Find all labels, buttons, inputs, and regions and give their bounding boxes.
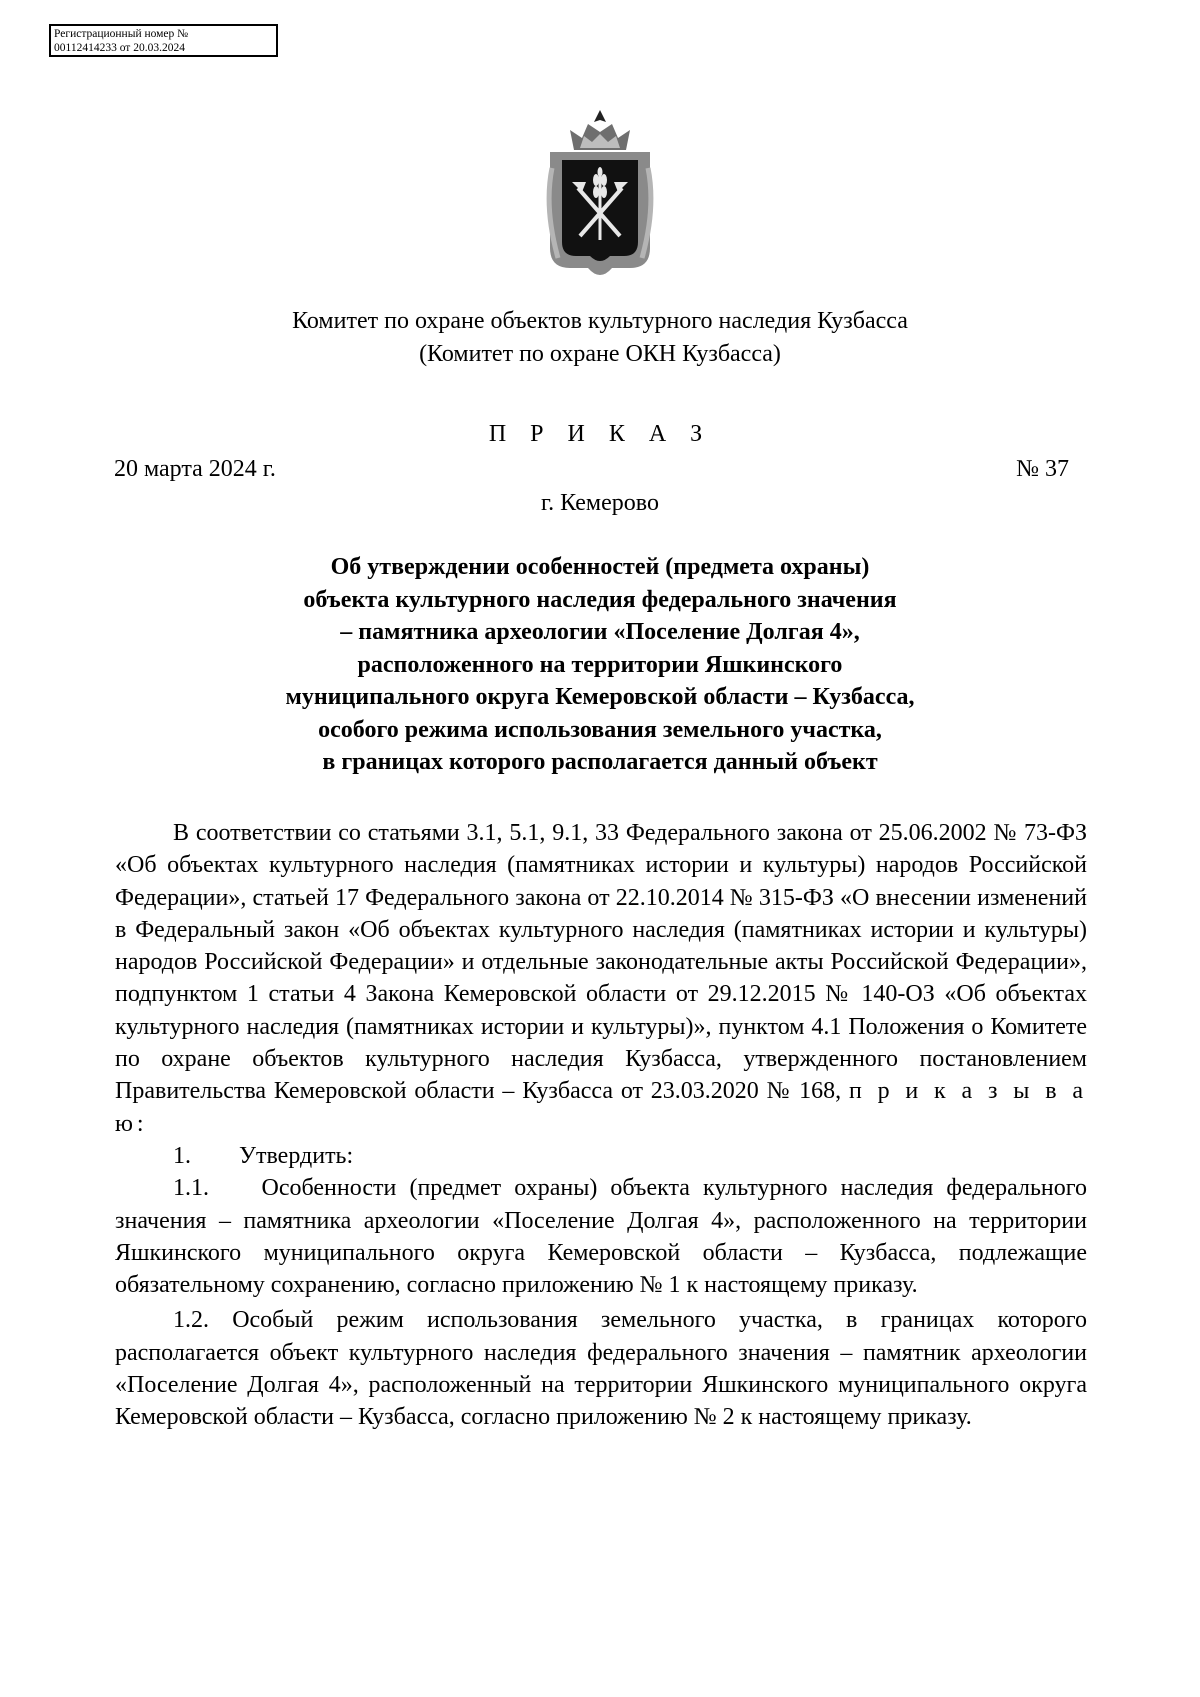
registration-number-value: 00112414233 от 20.03.2024 [54,42,185,54]
item-1: 1. Утвердить: [173,1142,354,1169]
title-line: в границах которого располагается данный объект [322,749,878,775]
title-line: объекта культурного наследия федерального значения [303,586,897,613]
title-line: муниципального округа Кемеровской области – Кузбасса, [285,684,915,710]
order-city: г. Кемерово [541,490,659,516]
item-1-1: 1.1. Особенности (предмет охраны) объекта культурного наследия федерального значения – памятника археологии «Поселение Долгая 4», расположенного на территории Яшкинского муниципального округа Кемеровской области – Кузбасса, подлежащие обязательному сохранению, согласно приложению № 1 к настоящему приказу. [115,1175,1093,1299]
title-line: Об утверждении особенностей (предмета охраны) [330,554,870,580]
order-number: № 37 [1016,456,1069,482]
organization-short-name: (Комитет по охране ОКН Кузбасса) [419,341,781,367]
document-body [115,817,1093,1434]
organization-name: Комитет по охране объектов культурного наследия Кузбасса [292,308,908,334]
decree-word: п р и к а з ы в а ю: [115,1078,1087,1137]
kuzbass-coat-of-arms-icon [540,108,660,284]
title-line: особого режима использования земельного участка, [318,716,882,743]
preamble-paragraph [115,817,1087,1140]
item-1-2: 1.2. Особый режим использования земельного участка, в границах которого располагается объект культурного наследия федерального значения – памятник археологии «Поселение Долгая 4», расположенный на территории Яшкинского муниципального округа Кемеровской области – Кузбасса, согласно приложению № 2 к настоящему приказу. [115,1307,1087,1431]
order-date: 20 марта 2024 г. [114,456,276,482]
registration-number-label: Регистрационный номер № [54,28,189,40]
preamble-text: В соответствии со статьями 3.1, 5.1, 9.1, 33 Федерального закона от 25.06.2002 № 73-ФЗ «Об объектах культурного наследия (памятниках истории и культуры) народов Российской Федерации», статьей 17 Федерального закона от 22.10.2014 № 315-ФЗ «О внесении изменений в Федеральный закон «Об объектах культурного наследия (памятниках истории и культуры) народов Российской Федерации» и отдельные законодательные акты Российской Федерации», подпунктом 1 статьи 4 Закона Кемеровской области от 29.12.2015 № 140-ОЗ «Об объектах культурного наследия (памятниках истории и культуры)», пунктом 4.1 Положения о Комитете по охране объектов культурного наследия Кузбасса, утвержденного постановлением Правительства Кемеровской области – Кузбасса от 23.03.2020 № 168, [115,820,1087,1105]
registration-stamp [49,24,278,57]
document-type-heading: П Р И К А З [488,421,712,447]
title-line: – памятника археологии «Поселение Долгая 4», [340,619,860,645]
title-line: расположенного на территории Яшкинского [357,651,843,678]
document-title [120,551,1080,779]
